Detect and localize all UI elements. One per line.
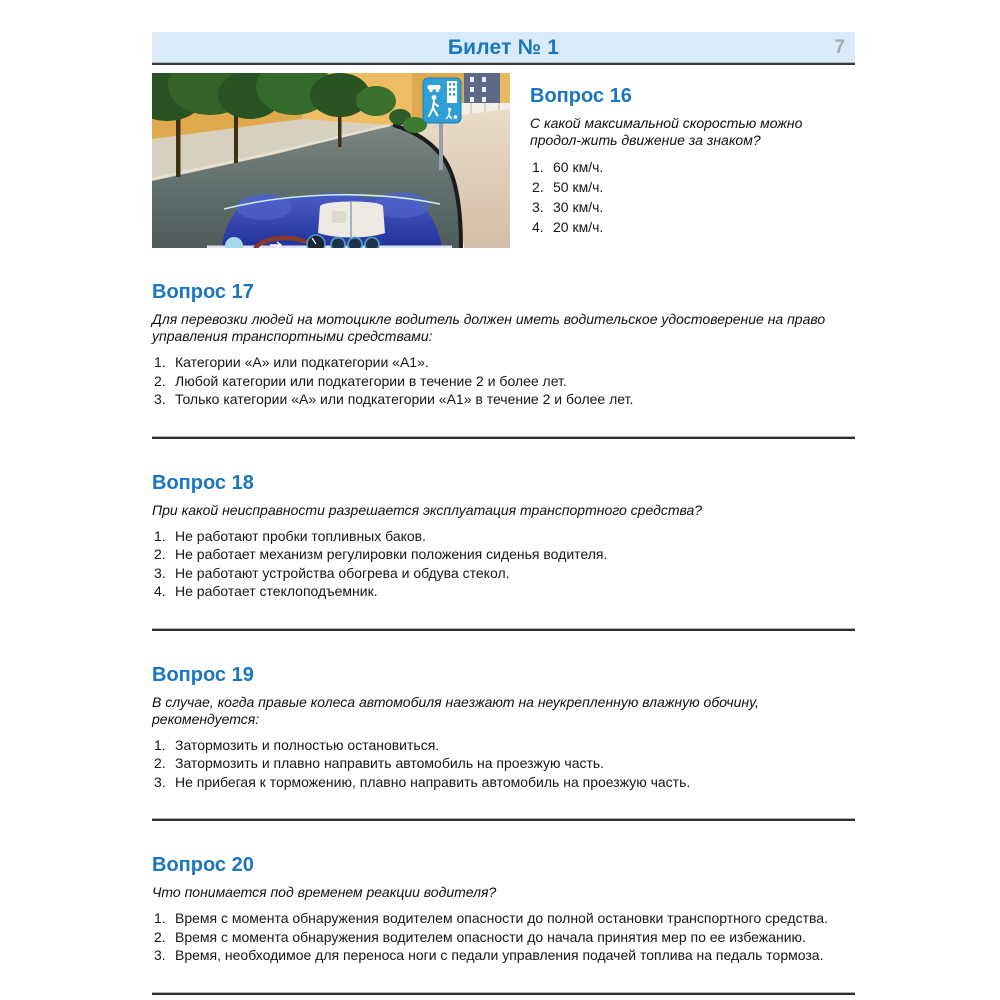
question-label: Вопрос 18 <box>152 471 254 494</box>
answers-list <box>530 157 852 237</box>
answer-item: Время с момента обнаружения водителем опасности до начала принятия мер по ее избежанию. <box>175 928 806 945</box>
answer-item: Не работает стеклоподъемник. <box>175 583 378 599</box>
answers-list <box>152 736 855 792</box>
answer-item: 30 км/ч. <box>553 199 604 215</box>
answer-item: Не работает механизм регулировки положения сиденья водителя. <box>175 546 608 562</box>
speedometer <box>307 235 325 248</box>
answer-item: 60 км/ч. <box>553 159 604 175</box>
answers-list <box>152 909 855 965</box>
car-hood <box>207 192 452 248</box>
question-section-20 <box>152 854 855 965</box>
traffic-scene <box>152 73 510 248</box>
answer-item: 20 км/ч. <box>553 219 604 235</box>
section-divider <box>152 436 855 439</box>
answer-item: Только категории «А» или подкатегории «А1» в течение 2 и более лет. <box>175 391 634 407</box>
question-label: Вопрос 17 <box>152 281 254 303</box>
answer-item: Не прибегая к торможению, плавно направить автомобиль на проезжую часть. <box>175 773 691 790</box>
page-header <box>152 32 855 62</box>
header-rule <box>152 62 855 65</box>
question-section-19 <box>152 664 855 792</box>
question-16-image <box>152 73 510 248</box>
question-16-row <box>152 73 855 248</box>
answer-item: Категории «А» или подкатегории «А1». <box>175 354 429 370</box>
answer-item: Затормозить и полностью остановиться. <box>175 736 440 753</box>
question-section-18 <box>152 472 855 601</box>
question-label: Вопрос 20 <box>152 854 254 876</box>
answer-item: Не работают пробки топливных баков. <box>175 527 427 544</box>
question-text: Что понимается под временем реакции водителя? <box>152 884 497 900</box>
question-text: При какой неисправности разрешается эксплуатация транспортного средства? <box>152 501 703 518</box>
answer-item: 50 км/ч. <box>553 179 604 195</box>
page-number: 7 <box>834 37 845 58</box>
answer-item: Время с момента обнаружения водителем опасности до полной остановки транспортного средства. <box>175 910 828 926</box>
question-text: С какой максимальной скоростью можно продол-жить движение за знаком? <box>530 115 803 148</box>
question-section-17 <box>152 281 855 409</box>
dashboard-gauges <box>331 238 379 249</box>
answer-item: Время, необходимое для переноса ноги с педали управления подачей топлива на педаль тормоза. <box>175 947 824 963</box>
answers-list <box>152 527 855 601</box>
ticket-title: Билет № 1 <box>447 36 560 59</box>
section-divider <box>152 628 855 631</box>
question-text: В случае, когда правые колеса автомобиля наезжают на неукрепленную влажную обочину, рекомендуется: <box>152 693 760 727</box>
question-text: Для перевозки людей на мотоцикле водитель должен иметь водительское удостоверение на право управления транспортными средствами: <box>152 311 826 344</box>
question-section-16 <box>530 73 852 248</box>
page-content <box>152 32 855 995</box>
question-label: Вопрос 19 <box>152 663 254 686</box>
answer-item: Не работают устройства обогрева и обдува стекол. <box>175 564 510 581</box>
section-divider <box>152 992 855 995</box>
section-divider <box>152 818 855 821</box>
answer-item: Любой категории или подкатегории в течение 2 и более лет. <box>175 372 567 389</box>
answer-item: Затормозить и плавно направить автомобиль на проезжую часть. <box>175 755 605 771</box>
question-label: Вопрос 16 <box>530 85 632 107</box>
answers-list <box>152 353 855 409</box>
